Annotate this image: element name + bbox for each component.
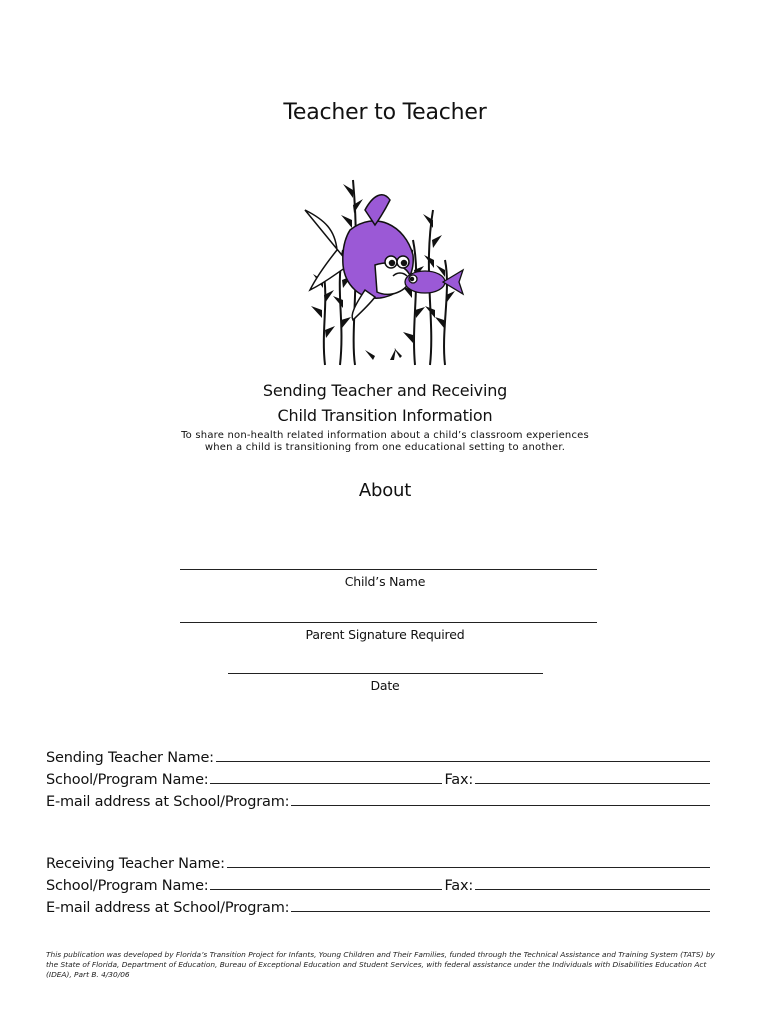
childs-name-line[interactable] <box>180 569 597 570</box>
sending-teacher-name-field[interactable] <box>216 761 710 762</box>
sending-email-field[interactable] <box>291 805 710 806</box>
receiving-school-field[interactable] <box>210 889 442 890</box>
sending-email-row <box>46 790 712 810</box>
about-heading: About <box>358 480 412 501</box>
receiving-teacher-name-label: Receiving Teacher Name: <box>46 856 225 872</box>
publication-footer: This publication was developed by Florida’s Transition Project for Infants, Young Children and Their Families, funded through the Technical Assistance and Training System (TATS) by the State of Florida, Department of Education, Bureau of Exceptional Education and Student Services, with federal assistance under the Individuals with Disabilities Education Act (IDEA), Part B. 4/30/06 <box>46 950 715 979</box>
sending-school-row <box>46 768 712 788</box>
parent-signature-line[interactable] <box>180 622 597 623</box>
receiving-email-field[interactable] <box>291 911 710 912</box>
subtitle-line-1: Sending Teacher and Receiving <box>262 381 508 400</box>
receiving-email-label: E-mail address at School/Program: <box>46 900 290 916</box>
receiving-teacher-name-field[interactable] <box>227 867 710 868</box>
sending-teacher-name-row <box>46 746 712 766</box>
sending-fax-field[interactable] <box>475 783 710 784</box>
subtitle-line-2: Child Transition Information <box>277 406 493 425</box>
parent-signature-label: Parent Signature Required <box>305 627 465 642</box>
fish-illustration <box>295 170 475 370</box>
purpose-line-2: when a child is transitioning from one educational setting to another. <box>204 442 566 453</box>
sending-email-label: E-mail address at School/Program: <box>46 794 290 810</box>
sending-school-label: School/Program Name: <box>46 772 209 788</box>
childs-name-label: Child’s Name <box>344 574 426 589</box>
sending-school-field[interactable] <box>210 783 442 784</box>
document-subtitle <box>0 378 770 428</box>
sending-teacher-name-label: Sending Teacher Name: <box>46 750 214 766</box>
receiving-school-row <box>46 874 712 894</box>
purpose-statement <box>0 430 770 454</box>
receiving-email-row <box>46 896 712 916</box>
date-line[interactable] <box>228 673 543 674</box>
sending-fax-label: Fax: <box>444 772 474 788</box>
receiving-fax-field[interactable] <box>475 889 710 890</box>
receiving-fax-label: Fax: <box>444 878 474 894</box>
receiving-teacher-name-row <box>46 852 712 872</box>
page-title: Teacher to Teacher <box>283 100 487 125</box>
purpose-line-1: To share non-health related information about a child’s classroom experiences <box>181 430 589 441</box>
date-label: Date <box>370 678 400 693</box>
receiving-school-label: School/Program Name: <box>46 878 209 894</box>
